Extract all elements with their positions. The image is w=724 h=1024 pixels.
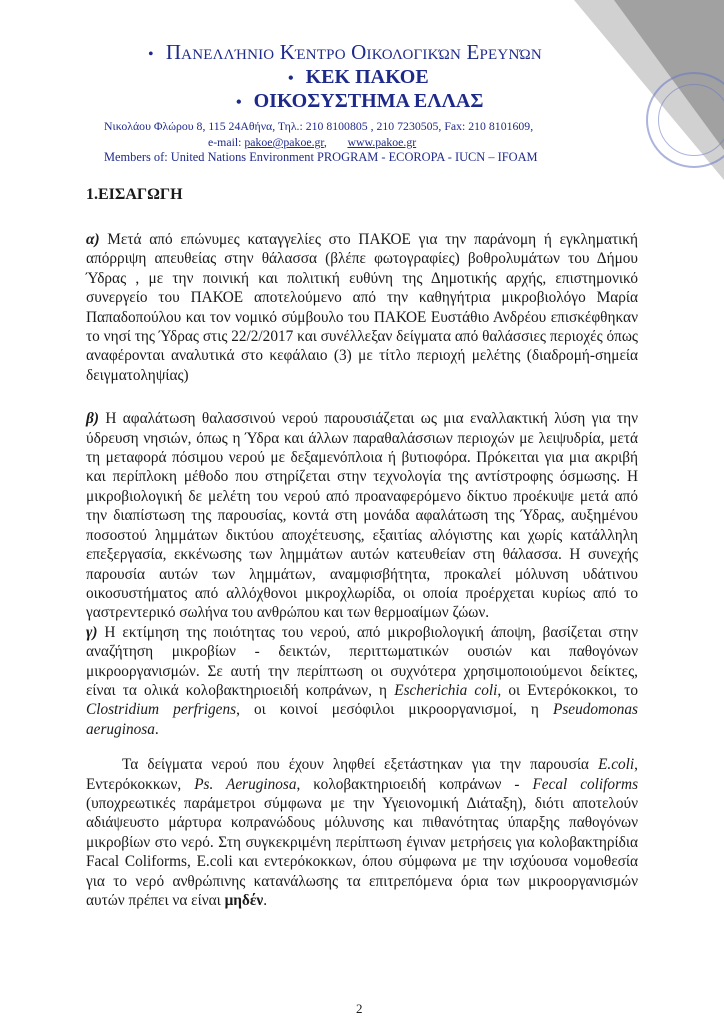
paragraph-b xyxy=(86,409,638,622)
term-clostridium: Clostridium perfrigens xyxy=(86,701,237,719)
paragraph-d-text: . xyxy=(263,892,268,909)
paragraph-d xyxy=(86,755,638,910)
org-name-line xyxy=(148,40,542,65)
address-line: Νικολάου Φλώρου 8, 115 24Αθήνα, Τηλ.: 210 8100805 , 210 7230505, Fax: 210 8101609, xyxy=(104,119,534,133)
website-link[interactable]: www.pakoe.gr xyxy=(347,135,417,149)
paragraph-c-text: Η εκτίμηση της ποιότητας του νερού, από μικροβιολογική άποψη, βασίζεται στην αναζήτηση μικροβίων - δεικτών, περιττωματικών ουσιών και παθογόνων μικροοργανισμών. Σε αυτή την περίπτωση οι συχνότερα χρησιμοποιούμενοι δείκτες, είναι τα ολικά κολοβακτηριοειδή κοπράνων, η xyxy=(86,623,639,699)
paragraph-c-text: . xyxy=(154,720,159,738)
paragraph-d-text: , Εντερόκοκκων, xyxy=(86,756,638,793)
org-eco-line xyxy=(236,90,483,113)
org-eco: ΟΙΚΟΣΥΣΤΗΜΑ ΕΛΛΑΣ xyxy=(253,90,484,112)
contact-line: e-mail: pakoe@pakoe.gr, www.pakoe.gr xyxy=(208,135,417,149)
paragraph-b-label: β) xyxy=(86,410,99,428)
page-number: 2 xyxy=(356,1001,363,1016)
paragraph-c-text: , οι Εντερόκοκκοι, το xyxy=(497,681,638,699)
paragraph-c xyxy=(86,623,638,739)
paragraph-a-label: α) xyxy=(86,231,100,248)
bullet-icon: • xyxy=(288,70,294,87)
term-fecal-coliforms: Fecal coliforms xyxy=(532,775,639,793)
email-link[interactable]: pakoe@pakoe.gr xyxy=(244,135,324,149)
paragraph-d-text: Τα δείγματα νερού που έχουν ληφθεί εξετάστηκαν για την παρουσία xyxy=(122,756,599,774)
paragraph-a xyxy=(86,230,638,385)
paragraph-b-text: Η αφαλάτωση θαλασσινού νερού παρουσιάζεται ως μια εναλλακτική λύση για την ύδρευση νησιών, όπως η Ύδρα και άλλων παραθαλάσσιων περιοχών με λειψυδρία, μετά τη μεταφορά πόσιμου νερού με δεξαμενόπλοια ή βυτιοφόρα. Πρόκειται για μια ακριβή και περίπλοκη μέθοδο που στηρίζεται στην τεχνολογία της αντίστροφης όσμωσης. Η μικροβιολογική δε μελέτη του νερού από προαναφερόμενο δίκτυο προέκυψε μετά από την διαπίστωση της παρουσίας, κοντά στη μονάδα αφαλάτωση της Ύδρας, αυξημένου ποσοστού λημμάτων δικτύου αποχέτευσης, εξαιτίας αλόγιστης και χωρίς κατάλληλη επεξεργασία, εκκένωσης των λημμάτων αυτών κατευθείαν στη θάλασσα. Η συνεχής παρουσία αυτών των λημμάτων, αναμφισβήτητα, προκαλεί μόλυνση υδάτινου οικοσυστήματος από αλλόχθονοι μικροχλωρίδα, οι οποία προέρχεται κυρίως από το γαστρεντερικό σωλήνα του ανθρώπου και των θερμοαίμων ζώων. xyxy=(86,410,638,622)
org-abbr-line xyxy=(288,66,429,89)
term-pseudomonas: Pseudomonas aeruginosa xyxy=(86,701,638,738)
paragraph-c-text: , οι κοινοί μεσόφιλοι μικροοργανισμοί, η xyxy=(236,701,553,719)
term-ecoli: E.coli xyxy=(598,756,635,774)
document-body xyxy=(86,186,638,910)
bullet-icon: • xyxy=(236,94,242,111)
section-heading: 1.ΕΙΣΑΓΩΓΗ xyxy=(86,186,183,203)
paragraph-d-text: (υποχρεωτικές παράμετροι σύμφωνα με την Υγειονομική Διάταξη), διότι αποτελούν αδιάψευστο μάρτυρα κοπρανώδους μόλυνσης και πιθανότητας ύπαρξης παθογόνων μικροβίων στο νερό. Στη συγκεκριμένη περίπτωση έγιναν μετρήσεις για κολοβακτηρίδια Facal Coliforms, E.coli και εντερόκοκκων, όπου σύμφωνα με την ισχύουσα νομοθεσία για το νερό ανθρώπινης κατανάλωσης τα επιτρεπόμενα όρια των μικροοργανισμών αυτών πρέπει να είναι xyxy=(86,794,638,909)
term-zero: μηδέν xyxy=(224,892,264,909)
members-line: Members of: United Nations Environment PROGRAM - ECOROPA - IUCN – IFOAM xyxy=(104,150,538,164)
term-ps-aeruginosa: Ps. Aeruginosa xyxy=(194,775,297,793)
org-abbr: ΚΕΚ ΠΑΚΟΕ xyxy=(305,66,429,88)
paragraph-a-text: Μετά από επώνυμες καταγγελίες στο ΠΑΚΟΕ για την παράνομη ή εγκληματική απόρριψη απευθείας στην θάλασσα (βλέπε φωτογραφίες) βοθρολυμάτων του Δήμου Ύδρας , με την ποινική και πολιτική ευθύνη της Δημοτικής αρχής, επιστημονικό συνεργείο του ΠΑΚΟΕ αποτελούμενο από την καθηγήτρια μικροβιολόγο Μαρία Παπαδοπούλου και τον νομικό σύμβουλο του ΠΑΚΟΕ Ευστάθιο Ανδρέου επισκέφθηκαν το νησί της Ύδρας στις 22/2/2017 και συνέλλεξαν δείγματα από θαλάσσιες περιοχές όπως αναφέρονται αναλυτικά στο κεφάλαιο (3) με τίτλο περιοχή μελέτης (διαδρομή-σημεία δειγματοληψίας) xyxy=(86,231,638,384)
term-escherichia-coli: Escherichia coli xyxy=(394,681,498,699)
bullet-icon: • xyxy=(148,46,154,63)
email-label: e-mail: xyxy=(208,135,242,149)
paragraph-c-label: γ) xyxy=(86,623,98,641)
paragraph-d-text: , κολοβακτηριοειδή κοπράνων - xyxy=(296,775,533,793)
org-name: Πανελλήνιο Κέντρο Οικολογικών Ερευνών xyxy=(165,40,542,64)
